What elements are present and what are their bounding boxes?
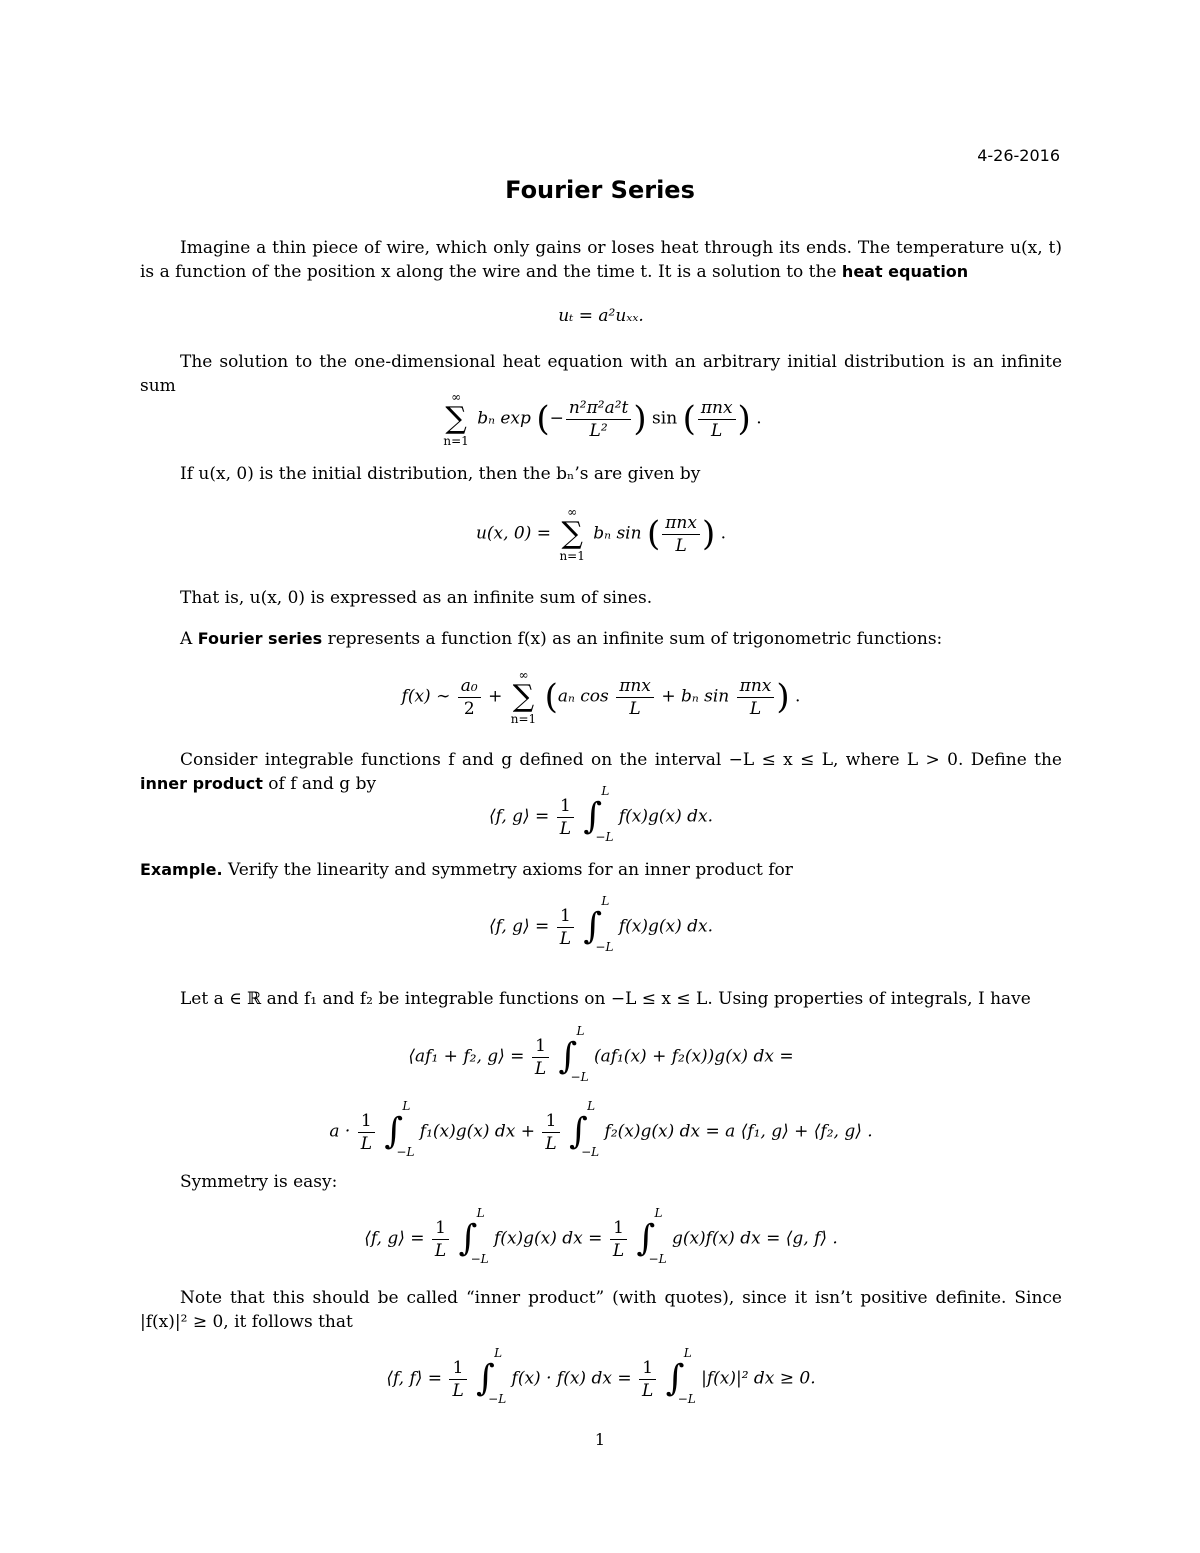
paragraph-symmetry: Symmetry is easy: — [180, 1172, 338, 1192]
page-title: Fourier Series — [505, 176, 695, 204]
equation-inner-product: ⟨f, g⟩ = $\frac{1}{L}$ ∫ L −L f(x)g(x) dx. — [489, 784, 713, 844]
equation-fourier-series: f(x) ∼ $\frac{\text{a₀}}{2}$ + ∞ ∑ n=1 (aₙ cos $\frac{\text{πnx}}{L}$ + bₙ sin $\frac{\text{πnx}}{L}$ ) . — [401, 668, 801, 726]
equation-initial-distribution: u(x, 0) = ∞ ∑ n=1 bₙ sin ( $\frac{\text{πnx}}{L}$ ) . — [475, 505, 727, 563]
paragraph-sines: That is, u(x, 0) is expressed as an infinite sum of sines. — [180, 588, 653, 608]
paragraph-inner-product: Consider integrable functions f and g defined on the interval −L ≤ x ≤ L, where L > 0. Define the inner product of f and g by — [140, 750, 1062, 794]
paragraph-initial: If u(x, 0) is the initial distribution, then the bₙ’s are given by — [180, 464, 701, 484]
equation-linearity-1: ⟨af₁ + f₂, g⟩ = $\frac{1}{L}$ ∫ L −L (af₁(x) + f₂(x))g(x) dx = — [408, 1024, 794, 1084]
paragraph-intro: Imagine a thin piece of wire, which only gains or loses heat through its ends. The temperature u(x, t) is a function of the position x along the wire and the time t. It is a solution to the heat equation — [140, 238, 1062, 282]
equation-series-solution: ∞ ∑ n=1 bₙ exp (− $\frac{\text{n²π²a²t}}{\text{L²}}$ ) sin ( $\frac{\text{πnx}}{L}$ ) . — [443, 390, 762, 448]
example-label: Example. — [140, 860, 223, 879]
equation-symmetry: ⟨f, g⟩ = $\frac{1}{L}$ ∫ L −L f(x)g(x) dx = $\frac{1}{L}$ ∫ L −L g(x)f(x) dx = ⟨g, f⟩ . — [364, 1206, 838, 1266]
paragraph-solution: The solution to the one-dimensional heat equation with an arbitrary initial distribution is an infinite sum — [140, 352, 1062, 396]
paragraph-fourier-def: A Fourier series represents a function f(x) as an infinite sum of trigonometric functions: — [180, 629, 943, 649]
page-number: 1 — [594, 1430, 606, 1449]
date: 4-26-2016 — [977, 146, 1060, 165]
equation-linearity-2: a · $\frac{1}{L}$ ∫ L −L f₁(x)g(x) dx + $\frac{1}{L}$ ∫ L −L f₂(x)g(x) dx = a ⟨f₁, g⟩ + ⟨f₂, g⟩ . — [329, 1099, 873, 1159]
example-heading: Example. Verify the linearity and symmetry axioms for an inner product for — [140, 860, 793, 880]
equation-positivity: ⟨f, f⟩ = $\frac{1}{L}$ ∫ L −L f(x) · f(x) dx = $\frac{1}{L}$ ∫ L −L |f(x)|² dx ≥ 0. — [386, 1346, 816, 1406]
equation-heat: uₜ = a²uₓₓ. — [558, 306, 644, 326]
equation-inner-product-example: ⟨f, g⟩ = $\frac{1}{L}$ ∫ L −L f(x)g(x) dx. — [489, 894, 713, 954]
paragraph-linearity: Let a ∈ ℝ and f₁ and f₂ be integrable functions on −L ≤ x ≤ L. Using properties of integrals, I have — [180, 989, 1031, 1009]
paragraph-positive-definite: Note that this should be called “inner product” (with quotes), since it isn’t positive definite. Since |f(x)|² ≥ 0, it follows that — [140, 1288, 1062, 1332]
